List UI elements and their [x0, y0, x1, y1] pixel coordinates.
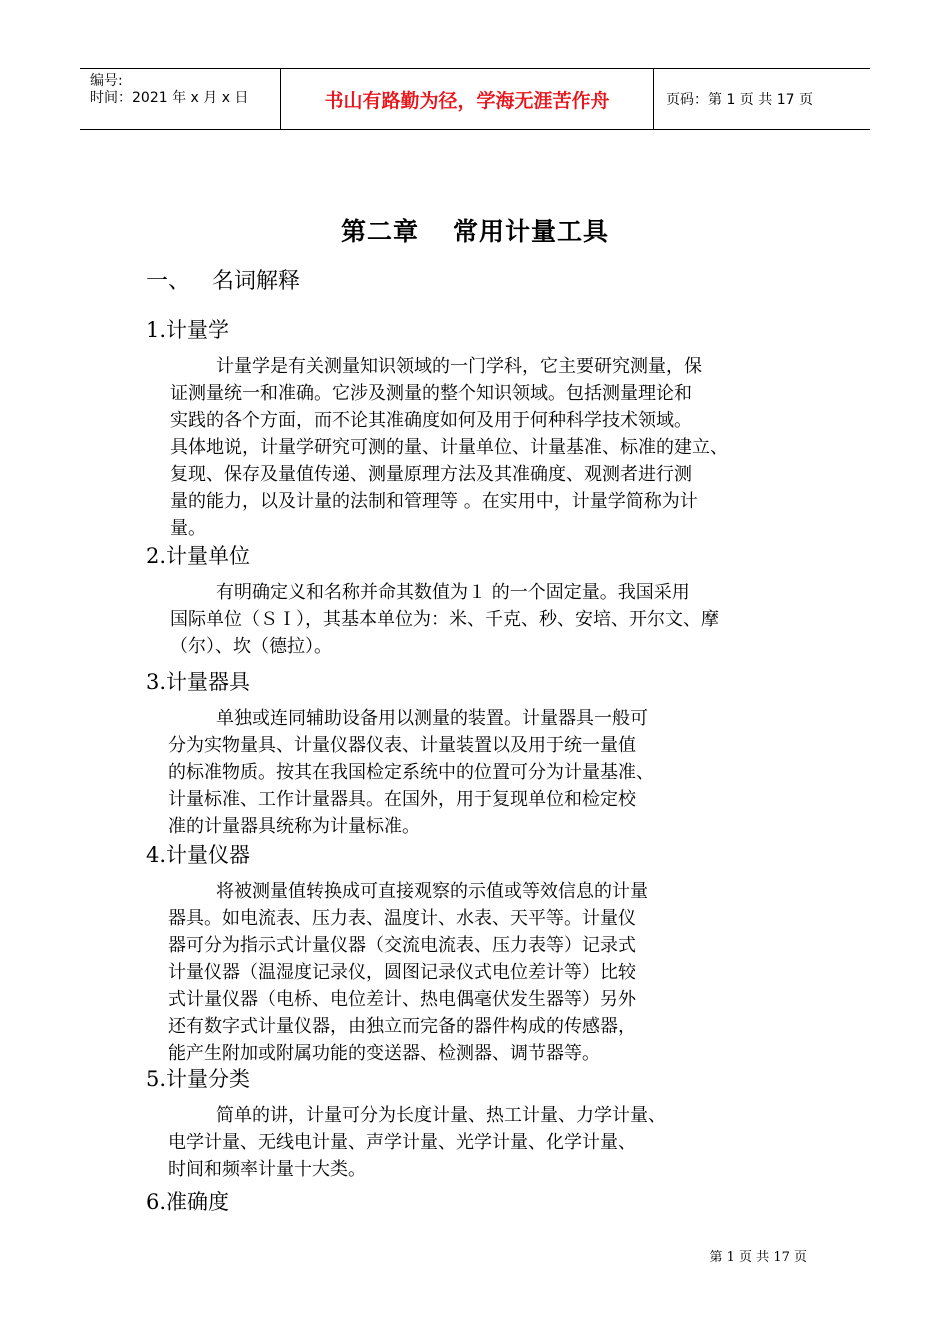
header-page-info: 页码：第 1 页 共 17 页	[666, 92, 813, 108]
term-heading: 3.计量器具	[146, 670, 251, 694]
term-heading: 4.计量仪器	[146, 843, 251, 867]
paragraph-line: （尔）、坎（德拉）。	[170, 636, 332, 657]
section-number: 一、	[146, 269, 191, 294]
paragraph-line: 量。	[170, 518, 206, 539]
section-label: 名词解释	[212, 269, 301, 294]
paragraph-line: 器可分为指示式计量仪器（交流电流表、压力表等）记录式	[168, 935, 636, 956]
header-motto: 书山有路勤为径，学海无涯苦作舟	[281, 69, 654, 129]
paragraph-line: 计量仪器（温湿度记录仪，圆图记录仪式电位差计等）比较	[168, 962, 636, 983]
paragraph-line: 还有数字式计量仪器，由独立而完备的器件构成的传感器，	[168, 1016, 636, 1037]
number-label: 编号:	[90, 73, 123, 89]
term-heading: 1.计量学	[146, 318, 230, 342]
paragraph-line: 单独或连同辅助设备用以测量的装置。计量器具一般可	[216, 708, 648, 729]
paragraph-line: 有明确定义和名称并命其数值为１ 的一个固定量。我国采用	[216, 582, 690, 603]
paragraph-line: 电学计量、无线电计量、声学计量、光学计量、化学计量、	[168, 1132, 636, 1153]
paragraph-line: 能产生附加或附属功能的变送器、检测器、调节器等。	[168, 1043, 600, 1064]
paragraph-line: 实践的各个方面，而不论其准确度如何及用于何种科学技术领域。	[170, 410, 692, 431]
header-meta-cell	[80, 69, 281, 129]
paragraph-line: 时间和频率计量十大类。	[168, 1159, 366, 1180]
page-header	[80, 68, 870, 130]
paragraph-line: 计量学是有关测量知识领域的一门学科，它主要研究测量，保	[216, 356, 702, 377]
paragraph-line: 的标准物质。按其在我国检定系统中的位置可分为计量基准、	[168, 762, 654, 783]
paragraph-line: 分为实物量具、计量仪器仪表、计量装置以及用于统一量值	[168, 735, 636, 756]
paragraph-line: 将被测量值转换成可直接观察的示值或等效信息的计量	[216, 881, 648, 902]
paragraph-line: 量的能力，以及计量的法制和管理等 。在实用中，计量学简称为计	[170, 491, 698, 512]
header-page-info-cell	[654, 69, 870, 129]
paragraph-line: 准的计量器具统称为计量标准。	[168, 816, 420, 837]
page-footer: 第 1 页 共 17 页	[709, 1250, 807, 1265]
paragraph-line: 简单的讲，计量可分为长度计量、热工计量、力学计量、	[216, 1105, 666, 1126]
chapter-title	[0, 212, 950, 248]
paragraph-line: 具体地说，计量学研究可测的量、计量单位、计量基准、标准的建立、	[170, 437, 728, 458]
paragraph-line: 计量标准、工作计量器具。在国外，用于复现单位和检定校	[168, 789, 636, 810]
chapter-number: 第二章	[340, 217, 419, 246]
time-label: 时间：2021 年 x 月 x 日	[90, 90, 249, 106]
paragraph-line: 证测量统一和准确。它涉及测量的整个知识领域。包括测量理论和	[170, 383, 692, 404]
paragraph-line: 复现、保存及量值传递、测量原理方法及其准确度、观测者进行测	[170, 464, 692, 485]
term-heading: 2.计量单位	[146, 544, 251, 568]
chapter-name: 常用计量工具	[453, 217, 610, 246]
term-heading: 5.计量分类	[146, 1067, 251, 1091]
paragraph-line: 式计量仪器（电桥、电位差计、热电偶毫伏发生器等）另外	[168, 989, 636, 1010]
paragraph-line: 器具。如电流表、压力表、温度计、水表、天平等。计量仪	[168, 908, 636, 929]
paragraph-line: 国际单位（ＳＩ），其基本单位为：米、千克、秒、安培、开尔文、摩	[170, 609, 719, 630]
section-heading	[146, 264, 300, 295]
term-heading: 6.准确度	[146, 1190, 230, 1214]
